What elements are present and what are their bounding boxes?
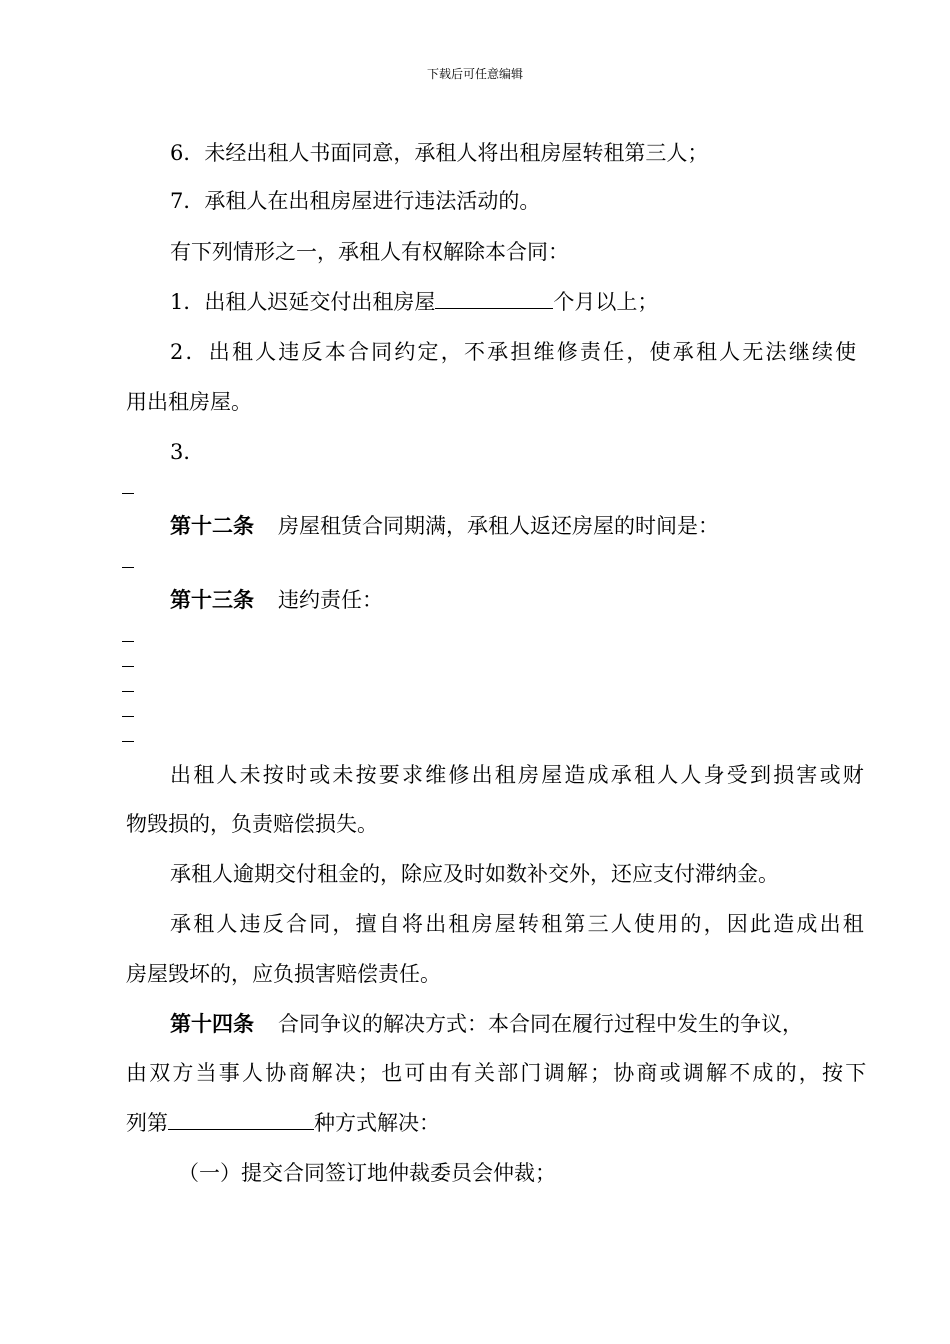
page-header: 下载后可任意编辑 bbox=[426, 67, 523, 81]
termination-item-2: 2．出租人违反本合同约定，不承担维修责任，使承租人无法继续使 bbox=[170, 340, 859, 364]
blank-line bbox=[122, 493, 134, 494]
article-12 bbox=[170, 512, 719, 540]
liability-para-2: 承租人逾期交付租金的，除应及时如数补交外，还应支付滞纳金。 bbox=[170, 862, 779, 886]
blank-line bbox=[122, 716, 134, 717]
article-14-choice bbox=[126, 1109, 440, 1137]
clause-7: 7．承租人在出租房屋进行违法活动的。 bbox=[170, 189, 541, 213]
blank-line bbox=[122, 691, 134, 692]
blank-line bbox=[122, 567, 134, 568]
termination-intro: 有下列情形之一，承租人有权解除本合同： bbox=[170, 240, 569, 264]
article-14-choice-suffix: 种方式解决： bbox=[314, 1111, 440, 1135]
article-14 bbox=[170, 1010, 803, 1038]
clause-6: 6．未经出租人书面同意，承租人将出租房屋转租第三人； bbox=[170, 141, 709, 165]
article-14-choice-prefix: 列第 bbox=[126, 1111, 168, 1135]
article-12-text: 房屋租赁合同期满，承租人返还房屋的时间是： bbox=[278, 514, 719, 538]
blank-line bbox=[122, 641, 134, 642]
blank-line bbox=[122, 741, 134, 742]
article-14-cont: 由双方当事人协商解决；也可由有关部门调解；协商或调解不成的，按下 bbox=[126, 1061, 869, 1085]
blank-line bbox=[122, 666, 134, 667]
article-13-label: 第十三条 bbox=[170, 587, 254, 612]
article-13-text: 违约责任： bbox=[278, 588, 383, 612]
months-blank bbox=[435, 288, 553, 309]
termination-item-3: 3． bbox=[170, 440, 205, 464]
termination-item-1 bbox=[170, 288, 658, 316]
termination-item-2-cont: 用出租房屋。 bbox=[126, 390, 252, 414]
liability-para-3-cont: 房屋毁坏的，应负损害赔偿责任。 bbox=[126, 962, 441, 986]
article-14-label: 第十四条 bbox=[170, 1011, 254, 1036]
termination-item-1-suffix: 个月以上； bbox=[553, 290, 659, 314]
option-1: （一）提交合同签订地仲裁委员会仲裁； bbox=[178, 1161, 556, 1185]
liability-para-3: 承租人违反合同，擅自将出租房屋转租第三人使用的，因此造成出租 bbox=[170, 912, 866, 936]
article-12-label: 第十二条 bbox=[170, 513, 254, 538]
termination-item-1-text: 1．出租人迟延交付出租房屋 bbox=[170, 290, 436, 314]
method-blank bbox=[168, 1109, 314, 1130]
article-14-text: 合同争议的解决方式：本合同在履行过程中发生的争议， bbox=[278, 1012, 803, 1036]
liability-para-1: 出租人未按时或未按要求维修出租房屋造成承租人人身受到损害或财 bbox=[170, 763, 866, 787]
article-13 bbox=[170, 586, 383, 614]
liability-para-1-cont: 物毁损的，负责赔偿损失。 bbox=[126, 812, 378, 836]
